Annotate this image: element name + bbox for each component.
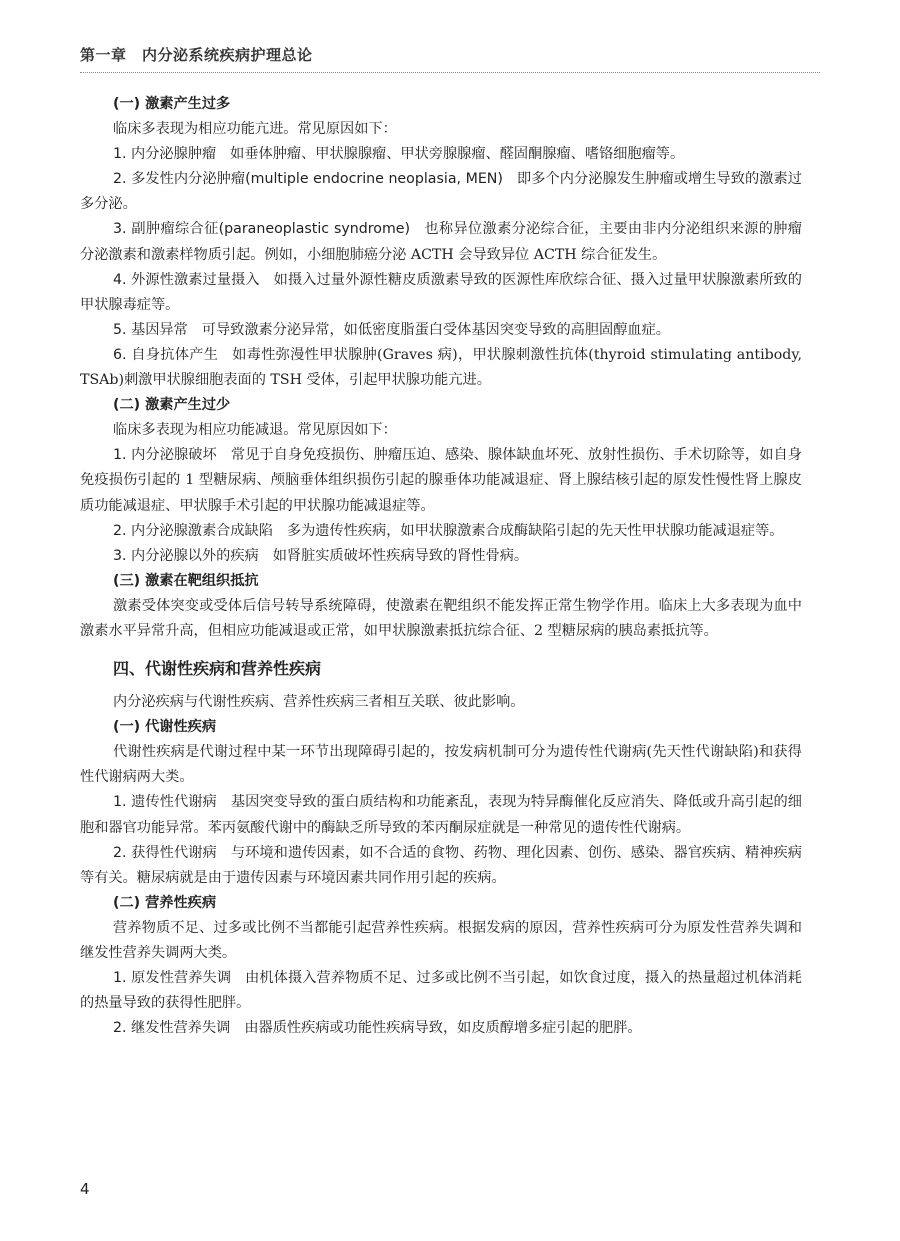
page-body — [80, 92, 802, 1041]
list-item-body: 常见于自身免疫损伤、肿瘤压迫、感染、腺体缺血坏死、放射性损伤、手术切除等，如自身免疫损伤引起的 1 型糖尿病、颅脑垂体组织损伤引起的腺垂体功能减退症、肾上腺结核引起的原发性慢性肾上腺皮质功能减退症、甲状腺手术引起的甲状腺功能减退症等。 — [80, 447, 802, 514]
list-item — [80, 217, 802, 267]
list-item-body: 与环境和遗传因素，如不合适的食物、药物、理化因素、创伤、感染、器官疾病、精神疾病等有关。糖尿病就是由于遗传因素与环境因素共同作用引起的疾病。 — [80, 844, 802, 886]
header-divider — [80, 72, 820, 73]
list-item-term: 5. 基因异常 — [113, 321, 188, 338]
paragraph: 临床多表现为相应功能减退。常见原因如下： — [113, 422, 397, 439]
list-item-term: 1. 遗传性代谢病 — [113, 794, 217, 811]
subheading: (一) 代谢性疾病 — [113, 719, 217, 736]
list-item-term: 4. 外源性激素过量摄入 — [113, 271, 260, 288]
list-item — [80, 841, 802, 891]
list-item-term: 1. 原发性营养失调 — [113, 970, 232, 987]
subheading: (二) 激素产生过少 — [113, 397, 231, 414]
paragraph: 营养物质不足、过多或比例不当都能引起营养性疾病。根据发病的原因，营养性疾病可分为原发性营养失调和继发性营养失调两大类。 — [80, 919, 802, 961]
list-item-body: 也称异位激素分泌综合征，主要由非内分泌组织来源的肿瘤分泌激素和激素样物质引起。例如，小细胞肺癌分泌 ACTH 会导致异位 ACTH 综合征发生。 — [80, 221, 802, 263]
paragraph: 临床多表现为相应功能亢进。常见原因如下： — [113, 121, 397, 138]
list-item-body: 可导致激素分泌异常，如低密度脂蛋白受体基因突变导致的高胆固醇血症。 — [201, 321, 670, 338]
paragraph: 激素受体突变或受体后信号转导系统障碍，使激素在靶组织不能发挥正常生物学作用。临床上大多表现为血中激素水平异常升高，但相应功能减退或正常，如甲状腺激素抵抗综合征、2 型糖尿病的胰岛素抵抗等。 — [80, 597, 802, 639]
list-item-term: 3. 副肿瘤综合征(paraneoplastic syndrome) — [113, 221, 411, 238]
list-item — [80, 790, 802, 840]
list-item-body: 如摄入过量外源性糖皮质激素导致的医源性库欣综合征、摄入过量甲状腺激素所致的甲状腺毒症等。 — [80, 271, 802, 313]
list-item — [80, 519, 802, 544]
page-number: 4 — [80, 1180, 90, 1198]
list-item — [80, 343, 802, 393]
list-item-body: 基因突变导致的蛋白质结构和功能紊乱，表现为特异酶催化反应消失、降低或升高引起的细胞和器官功能异常。苯丙氨酸代谢中的酶缺乏所导致的苯丙酮尿症就是一种常见的遗传性代谢病。 — [80, 794, 802, 836]
subheading: (一) 激素产生过多 — [113, 96, 231, 112]
list-item-term: 1. 内分泌腺破坏 — [113, 447, 217, 464]
list-item — [80, 443, 802, 518]
list-item-body: 如垂体肿瘤、甲状腺腺瘤、甲状旁腺腺瘤、醛固酮腺瘤、嗜铬细胞瘤等。 — [230, 146, 685, 163]
section-heading: 四、代谢性疾病和营养性疾病 — [113, 659, 322, 679]
list-item-body: 如毒性弥漫性甲状腺肿(Graves 病)，甲状腺刺激性抗体(thyroid stimulating antibody, TSAb)刺激甲状腺细胞表面的 TSH 受体，引起甲状腺功能亢进。 — [80, 346, 802, 389]
chapter-header: 第一章 内分泌系统疾病护理总论 — [80, 46, 313, 64]
list-item — [80, 966, 802, 1016]
list-item-term: 6. 自身抗体产生 — [113, 346, 219, 363]
paragraph: 代谢性疾病是代谢过程中某一环节出现障碍引起的，按发病机制可分为遗传性代谢病(先天性代谢缺陷)和获得性代谢病两大类。 — [80, 744, 802, 786]
list-item-term: 2. 获得性代谢病 — [113, 844, 217, 861]
list-item-body: 由器质性疾病或功能性疾病导致，如皮质醇增多症引起的肥胖。 — [244, 1020, 642, 1037]
list-item-body: 由机体摄入营养物质不足、过多或比例不当引起，如饮食过度，摄入的热量超过机体消耗的热量导致的获得性肥胖。 — [80, 970, 802, 1012]
list-item-term: 3. 内分泌腺以外的疾病 — [113, 547, 259, 564]
list-item — [80, 318, 802, 343]
list-item-term: 2. 多发性内分泌肿瘤(multiple endocrine neoplasia, MEN) — [113, 171, 503, 188]
list-item — [80, 142, 802, 167]
list-item — [80, 1016, 802, 1041]
list-item — [80, 167, 802, 217]
list-item-body: 即多个内分泌腺发生肿瘤或增生导致的激素过多分泌。 — [80, 171, 802, 213]
list-item — [80, 268, 802, 318]
list-item-term: 2. 继发性营养失调 — [113, 1020, 231, 1037]
list-item-term: 1. 内分泌腺肿瘤 — [113, 146, 217, 163]
list-item-body: 如肾脏实质破坏性疾病导致的肾性骨病。 — [272, 547, 529, 564]
list-item-term: 2. 内分泌腺激素合成缺陷 — [113, 522, 273, 539]
list-item-body: 多为遗传性疾病，如甲状腺激素合成酶缺陷引起的先天性甲状腺功能减退症等。 — [286, 522, 784, 539]
paragraph: 内分泌疾病与代谢性疾病、营养性疾病三者相互关联、彼此影响。 — [113, 694, 525, 711]
list-item — [80, 544, 802, 569]
subheading: (二) 营养性疾病 — [113, 894, 217, 911]
subheading: (三) 激素在靶组织抵抗 — [113, 572, 259, 589]
